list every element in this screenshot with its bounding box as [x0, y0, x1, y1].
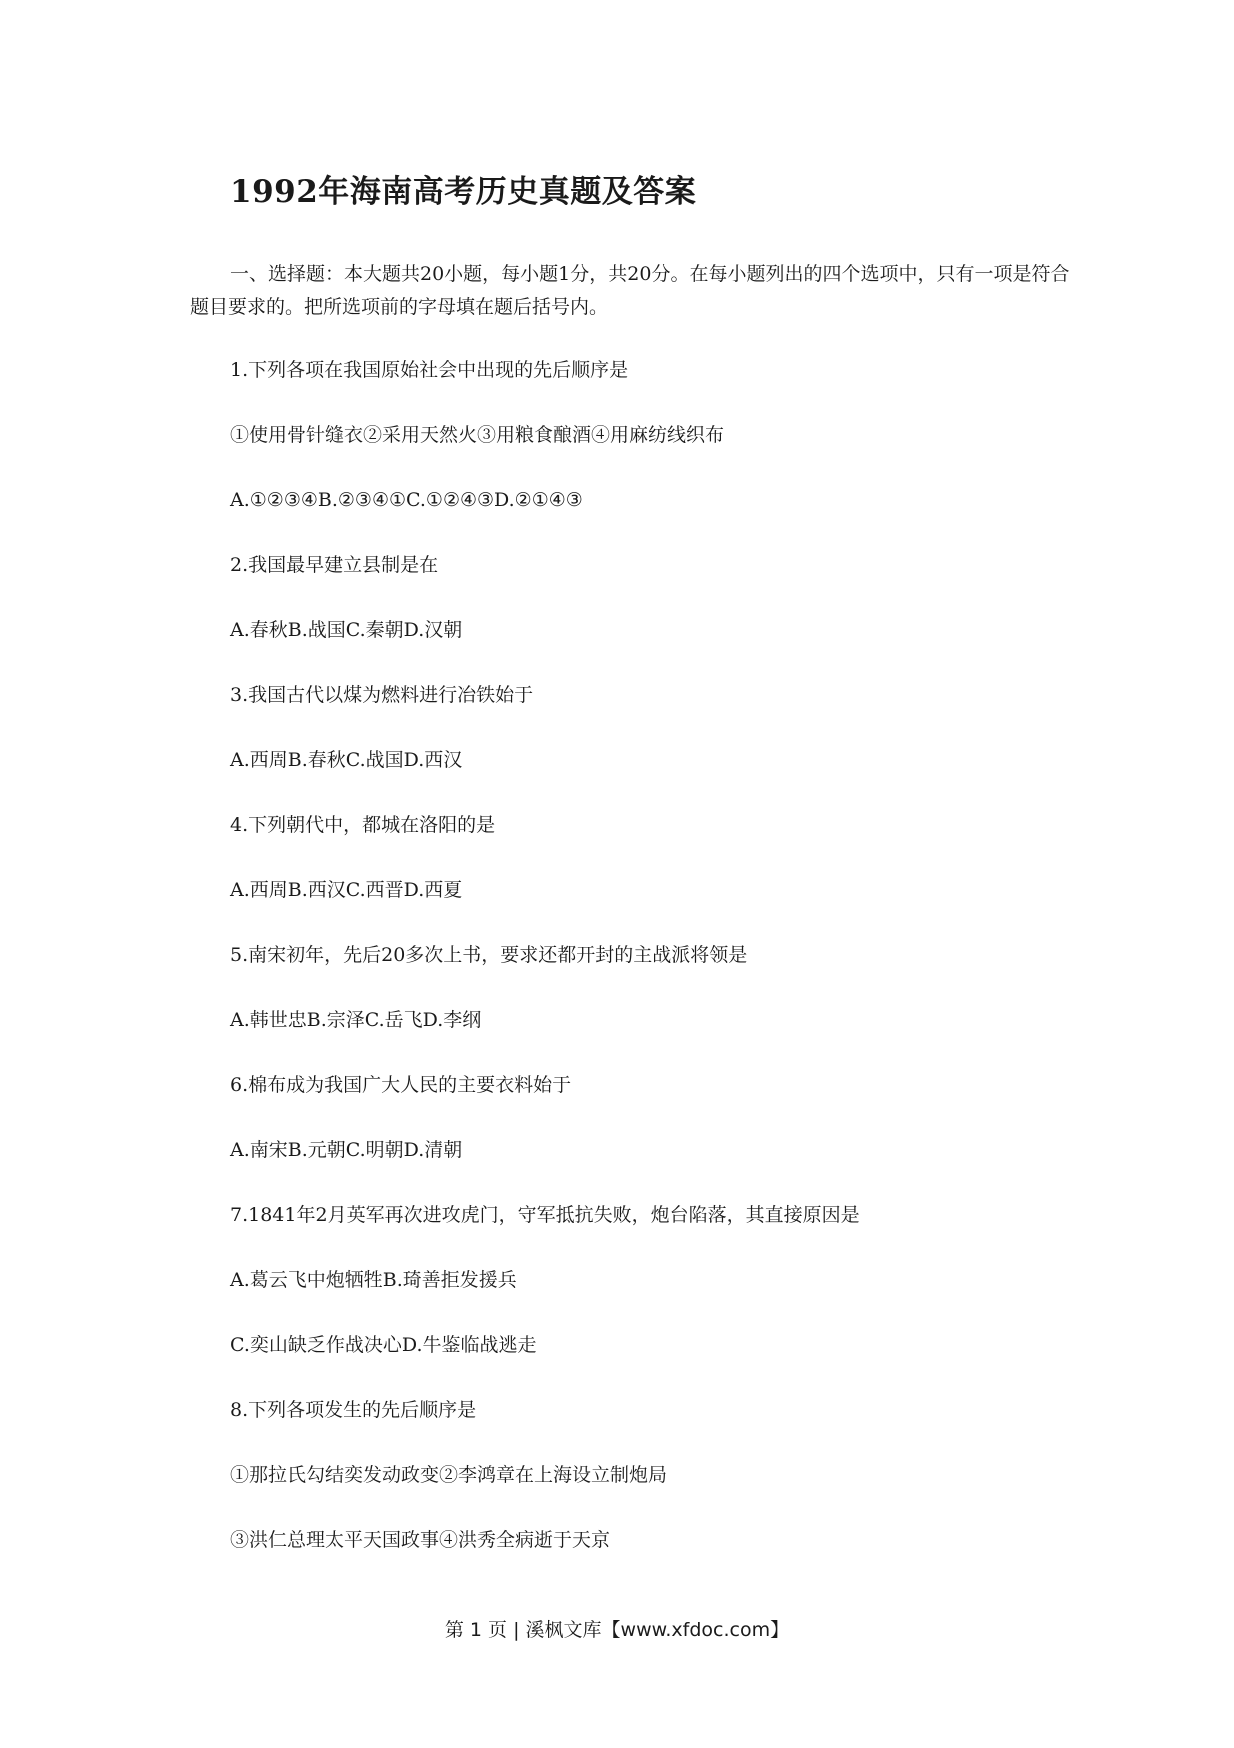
- question-7-options-cd: C.奕山缺乏作战决心D.牛鉴临战逃走: [230, 1334, 537, 1356]
- question-4-options: A.西周B.西汉C.西晋D.西夏: [230, 879, 463, 901]
- question-7: 7.1841年2月英军再次进攻虎门，守军抵抗失败，炮台陷落，其直接原因是: [230, 1204, 860, 1226]
- question-6: 6.棉布成为我国广大人民的主要衣料始于: [230, 1074, 572, 1096]
- question-1-items: ①使用骨针缝衣②采用天然火③用粮食酿酒④用麻纺线织布: [230, 424, 725, 446]
- question-2-options: A.春秋B.战国C.秦朝D.汉朝: [230, 619, 463, 641]
- question-3: 3.我国古代以煤为燃料进行冶铁始于: [230, 684, 534, 706]
- question-1: 1.下列各项在我国原始社会中出现的先后顺序是: [230, 359, 629, 381]
- question-8: 8.下列各项发生的先后顺序是: [230, 1399, 477, 1421]
- question-3-options: A.西周B.春秋C.战国D.西汉: [230, 749, 463, 771]
- question-4: 4.下列朝代中，都城在洛阳的是: [230, 814, 496, 836]
- document-title: 1992年海南高考历史真题及答案: [230, 174, 697, 210]
- question-5-options: A.韩世忠B.宗泽C.岳飞D.李纲: [230, 1009, 482, 1031]
- question-6-options: A.南宋B.元朝C.明朝D.清朝: [230, 1139, 463, 1161]
- page-footer: 第 1 页 | 溪枫文库【www.xfdoc.com】: [444, 1619, 790, 1641]
- section-intro: 一、选择题：本大题共20小题，每小题1分，共20分。在每小题列出的四个选项中，只有一项是符合题目要求的。把所选项前的字母填在题后括号内。: [190, 263, 1070, 318]
- question-8-items-1: ①那拉氏勾结奕发动政变②李鸿章在上海设立制炮局: [230, 1464, 668, 1486]
- question-1-options: A.①②③④B.②③④①C.①②④③D.②①④③: [230, 489, 583, 511]
- question-2: 2.我国最早建立县制是在: [230, 554, 439, 576]
- question-5: 5.南宋初年，先后20多次上书，要求还都开封的主战派将领是: [230, 944, 748, 966]
- question-8-items-2: ③洪仁总理太平天国政事④洪秀全病逝于天京: [230, 1529, 611, 1551]
- question-7-options-ab: A.葛云飞中炮牺牲B.琦善拒发援兵: [230, 1269, 517, 1291]
